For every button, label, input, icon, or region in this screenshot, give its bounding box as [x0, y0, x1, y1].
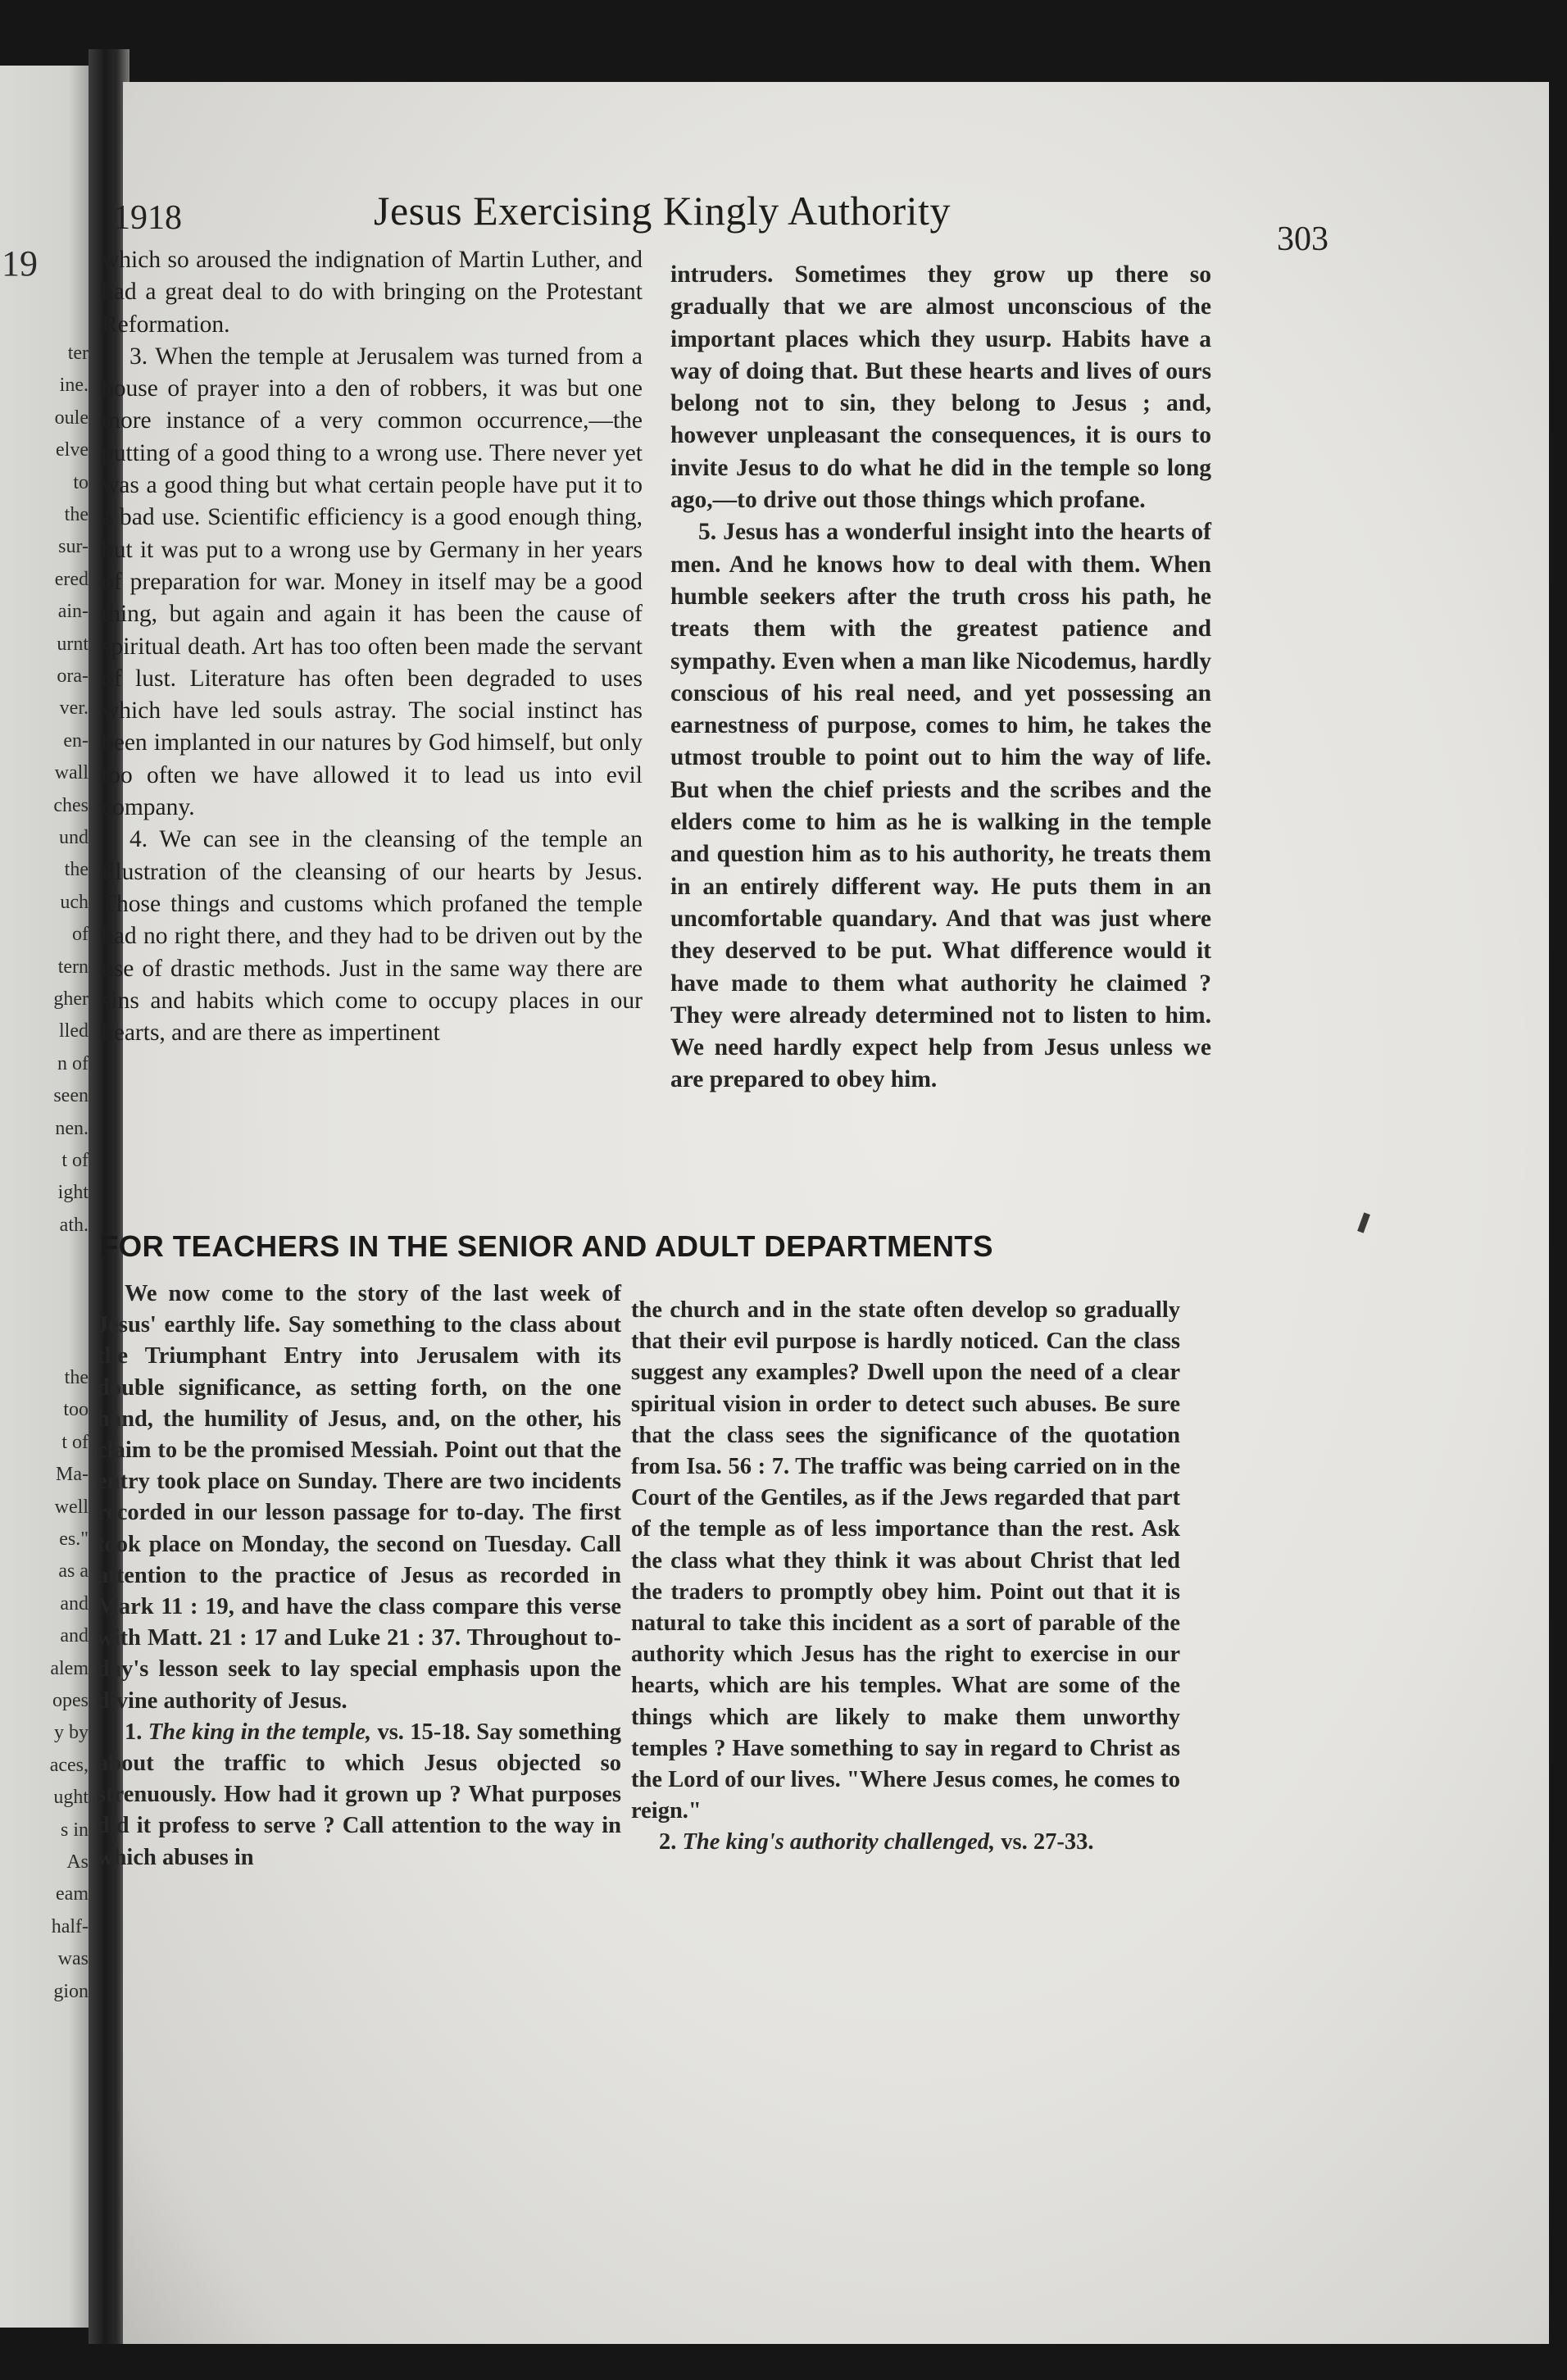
left-page-fragment: ught	[53, 1787, 89, 1809]
left-page-fragment: well	[54, 1496, 89, 1518]
left-page-fragment: gion	[53, 1980, 89, 2002]
left-page-fragment: sur-	[58, 536, 89, 558]
left-page-fragment: gher	[53, 988, 89, 1010]
header-year: 1918	[113, 199, 182, 237]
paragraph	[631, 1827, 1180, 1858]
item-title: The king's authority challenged,	[682, 1829, 996, 1855]
left-page-fragment: ain-	[57, 601, 89, 623]
left-page-fragment: half-	[51, 1915, 89, 1937]
left-page-fragment: As	[66, 1851, 89, 1873]
left-page-fragment: lled	[59, 1020, 89, 1042]
item-title: The king in the temple,	[148, 1719, 372, 1745]
left-page-fragment: nen.	[55, 1117, 89, 1139]
left-page-number: 19	[2, 243, 38, 284]
left-page-fragment: Ma-	[56, 1464, 89, 1486]
item-text: vs. 27-33.	[1001, 1829, 1094, 1855]
item-text: vs. 15-18. Say something about the traffic to which Jesus objected so strenuously. How had it grown up ? What purposes did it profess to serve ? Call attention to the way in which abuses in	[97, 1719, 622, 1870]
page-number: 303	[1277, 220, 1329, 258]
left-page-fragment: ora-	[57, 665, 89, 687]
left-page-fragment: t of	[61, 1431, 89, 1453]
left-page-fragment: aces,	[49, 1754, 89, 1776]
left-page-fragment: eam	[56, 1883, 89, 1905]
left-page-fragment: the	[64, 859, 89, 881]
paragraph: We now come to the story of the last week of Jesus' earthly life. Say something to the class about the Triumphant Entry into Jerusalem with its double significance, as setting forth, on the one hand, the humility of Jesus, and, on the other, his claim to be the promised Messiah. Point out that the entry took place on Sunday. There are two incidents recorded in our lesson passage for to-day. The first took place on Monday, the second on Tuesday. Call attention to the practice of Jesus as recorded in Mark 11 : 19, and have the class compare this verse with Matt. 21 : 17 and Luke 21 : 37. Throughout to-day's lesson seek to lay special emphasis upon the divine authority of Jesus.	[97, 1281, 621, 1714]
column-2	[670, 259, 1211, 1097]
left-page-fragment: seen	[53, 1085, 89, 1107]
left-page-fragment: t of	[61, 1150, 89, 1171]
left-page-fragment: ter	[67, 343, 89, 364]
paragraph: the church and in the state often develop so gradually that their evil purpose is hardly noticed. Can the class suggest any examples? Dwell upon the need of a clear spiritual vision in order to detect such abuses. Be sure that the class sees the significance of the quotation from Isa. 56 : 7. The traffic was being carried on in the Court of the Gentiles, as if the Jews regarded that part of the temple as of less importance than the rest. Ask the class what they think it was about Christ that led the traders to promptly obey him. Point out that it is natural to take this incident as a sort of parable of the authority which Jesus has the right to exercise in our hearts, which are his temples. What are some of the things which are likely to make them unworthy temples ? Have something to say in regard to Christ as the Lord of our lives. "Where Jesus comes, he comes to reign."	[631, 1297, 1180, 1824]
left-page-fragment: alem	[50, 1657, 89, 1679]
left-page-fragment: tern	[57, 956, 89, 978]
left-page-fragment: oule	[54, 407, 89, 429]
left-page-fragment: of	[72, 924, 89, 946]
left-page-fragment: too	[63, 1399, 89, 1421]
left-page-fragment: was	[57, 1948, 89, 1970]
paragraph	[97, 1717, 621, 1874]
item-number: 1.	[125, 1719, 143, 1745]
section-heading: FOR TEACHERS IN THE SENIOR AND ADULT DEPARTMENTS	[100, 1229, 993, 1263]
left-page-fragment: y by	[54, 1722, 89, 1744]
left-page-fragment: opes	[52, 1690, 89, 1711]
left-page-fragment: uch	[60, 891, 89, 913]
left-page-fragment: the	[64, 1367, 89, 1388]
left-page-fragment: as a	[58, 1560, 89, 1583]
header-title: Jesus Exercising Kingly Authority	[374, 188, 951, 234]
paragraph: 4. We can see in the cleansing of the temple an illustration of the cleansing of our hearts by Jesus. Those things and customs which profaned the temple had no right there, and they had to be driven out by the use of drastic methods. Just in the same way there are sins and habits which come to occupy places in our hearts, and are there as impertinent	[102, 826, 643, 1047]
left-page-fragment: es."	[59, 1528, 89, 1550]
column-3	[97, 1279, 621, 1874]
paragraph: 3. When the temple at Jerusalem was turned from a house of prayer into a den of robbers, it was but one more instance of a very common occurrence,—the putting of a good thing to a wrong use. There never yet was a good thing but what certain people have put it to a bad use. Scientific efficiency is a good enough thing, but it was put to a wrong use by Germany in her years of preparation for war. Money in itself may be a good thing, but again and again it has been the cause of spiritual death. Art has too often been made the servant of lust. Literature has often been degraded to uses which have led souls astray. The social instinct has been implanted in our natures by God himself, but only too often we have allowed it to lead us into evil company.	[102, 343, 643, 821]
left-page-fragment: ered	[54, 568, 89, 590]
column-4	[631, 1295, 1180, 1859]
column-1	[102, 244, 643, 1049]
paragraph: intruders. Sometimes they grow up there so gradually that we are almost unconscious of the important places which they usurp. Habits have a way of doing that. But these hearts and lives of ours belong not to sin, they belong to Jesus ; and, however unpleasant the consequences, it is ours to invite Jesus to do what he did in the temple so long ago,—to drive out those things which profane.	[670, 261, 1211, 514]
left-page-fragment: s in	[60, 1819, 89, 1841]
left-page-fragment: to	[73, 471, 89, 493]
left-page-fragment: n of	[57, 1052, 89, 1074]
item-number: 2.	[659, 1829, 677, 1855]
left-page-fragment: ches	[53, 794, 89, 816]
paragraph: which so aroused the indignation of Martin Luther, and had a great deal to do with bringing on the Protestant Reformation.	[102, 247, 643, 338]
running-header	[113, 182, 1342, 258]
left-page-fragment: elve	[56, 439, 89, 461]
left-page-fragment: ath.	[59, 1214, 89, 1236]
left-page-fragment: ight	[57, 1182, 89, 1204]
left-facing-page	[0, 66, 98, 2328]
left-page-fragment: and	[60, 1625, 89, 1647]
left-page-fragment: urnt	[57, 633, 89, 655]
paragraph: 5. Jesus has a wonderful insight into the hearts of men. And he knows how to deal with them. When humble seekers after the truth cross his path, he treats them with the greatest patience and sympathy. Even when a man like Nicodemus, hardly conscious of his real need, and yet possessing an earnestness of purpose, comes to him, he takes the utmost trouble to point out to him the way of life. But when the chief priests and the scribes and the elders come to him as he is walking in the temple and question him as to his authority, he treats them in an entirely different way. He puts them in an uncomfortable quandary. And that was just where they deserved to be put. What difference would it have made to them what authority he claimed ? They were already determined not to listen to him. We need hardly expect help from Jesus unless we are prepared to obey him.	[670, 519, 1211, 1093]
left-page-fragment: ine.	[59, 375, 89, 397]
left-page-fragment: wall	[54, 762, 89, 784]
left-page-fragment: the	[64, 504, 89, 525]
left-page-fragment: ver.	[59, 697, 89, 720]
left-page-fragment: und	[59, 827, 89, 848]
left-page-fragment: en-	[63, 729, 89, 752]
left-page-fragment: and	[60, 1592, 89, 1615]
